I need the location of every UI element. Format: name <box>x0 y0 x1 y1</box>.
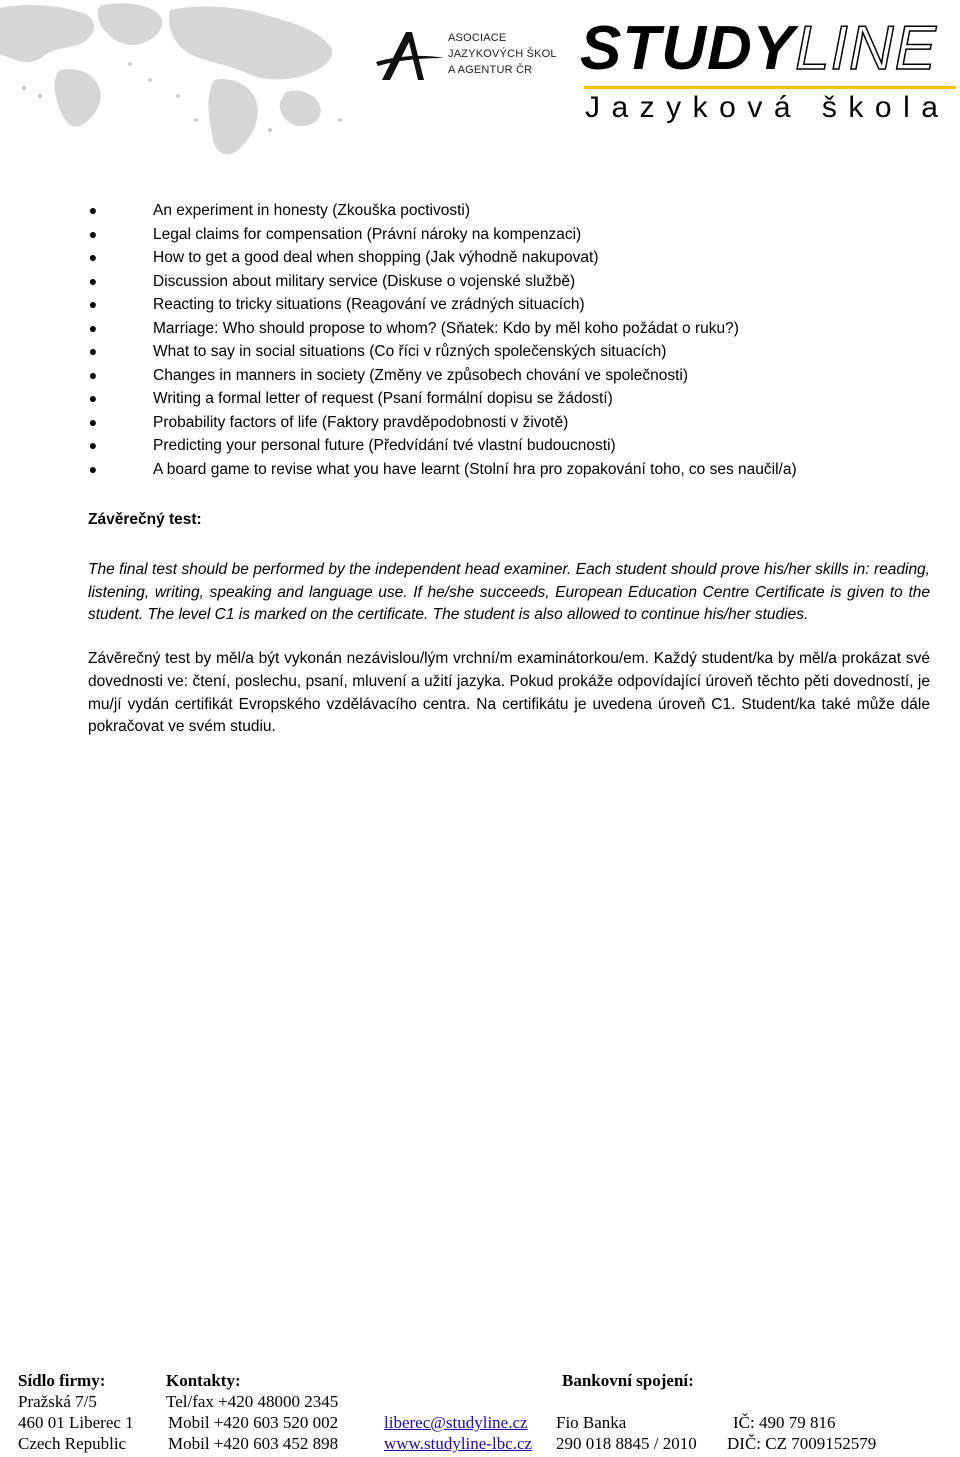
bullet-icon: ● <box>88 390 98 406</box>
list-item <box>88 317 930 341</box>
list-item <box>88 340 930 364</box>
website-link[interactable]: www.studyline-lbc.cz <box>384 1434 533 1453</box>
topic-text: How to get a good deal when shopping (Jak výhodně nakupovat) <box>153 249 599 266</box>
bullet-icon: ● <box>88 460 98 477</box>
contact-telfax: Tel/fax +420 48000 2345 <box>166 1392 339 1411</box>
world-map-watermark-icon <box>0 0 360 170</box>
list-item <box>88 387 930 411</box>
topic-text: Changes in manners in society (Změny ve způsobech chování ve společnosti) <box>153 366 689 384</box>
brand-study: STUDY <box>580 14 796 83</box>
bullet-icon: ● <box>88 366 98 383</box>
bullet-icon: ● <box>88 319 98 336</box>
topic-text: Predicting your personal future (Předvídání tvé vlastní budoucnosti) <box>153 437 616 454</box>
topic-text: Legal claims for compensation (Právní nároky na kompenzaci) <box>153 225 582 243</box>
list-item <box>88 364 930 388</box>
seat-city: 460 01 Liberec 1 <box>18 1413 134 1432</box>
bank-account: 290 018 8845 / 2010 <box>556 1434 697 1453</box>
list-item <box>88 270 930 294</box>
seat-street: Pražská 7/5 <box>18 1392 97 1411</box>
association-line-1: ASOCIACE <box>448 32 507 44</box>
page-header <box>0 0 960 170</box>
final-test-english-paragraph: The final test should be performed by the independent head examiner. Each student should prove his/her skills in: reading, listening, writing, speaking and language use. If he/she succeeds, European Education Centre Certificate is given to the student. The level C1 is marked on the certificate. The student is also allowed to continue his/her studies. <box>88 561 930 624</box>
brand-tagline: Jazyková škola <box>585 91 950 124</box>
final-test-heading: Závěrečný test: <box>88 511 202 528</box>
association-line-2: JAZYKOVÝCH ŠKOL <box>448 48 557 60</box>
brand-line: LINE <box>795 14 937 83</box>
contact-mobile-1: Mobil +420 603 520 002 <box>168 1413 339 1432</box>
contacts-heading: Kontakty: <box>166 1371 241 1390</box>
bullet-icon: ● <box>88 413 98 430</box>
company-ic: IČ: 490 79 816 <box>733 1413 836 1432</box>
bullet-icon: ● <box>88 225 98 242</box>
topic-text: A board game to revise what you have learnt (Stolní hra pro zopakování toho, co ses naučil/a) <box>153 460 797 478</box>
list-item <box>88 199 930 223</box>
topic-text: An experiment in honesty (Zkouška poctivosti) <box>153 202 471 219</box>
company-dic: DIČ: CZ 7009152579 <box>727 1434 877 1453</box>
bullet-icon: ● <box>88 343 98 359</box>
contact-mobile-2: Mobil +420 603 452 898 <box>168 1434 339 1453</box>
list-item <box>88 246 930 270</box>
topic-text: Writing a formal letter of request (Psaní formální dopisu se žádostí) <box>153 390 613 407</box>
bullet-icon: ● <box>88 202 98 218</box>
list-item <box>88 223 930 247</box>
topic-text: What to say in social situations (Co říci v různých společenských situacích) <box>153 343 667 360</box>
topic-text: Probability factors of life (Faktory pravděpodobnosti v životě) <box>153 413 569 431</box>
list-item <box>88 411 930 435</box>
list-item <box>88 293 930 317</box>
seat-country: Czech Republic <box>18 1434 127 1453</box>
topic-text: Discussion about military service (Diskuse o vojenské službě) <box>153 272 576 290</box>
studyline-logo <box>580 14 937 84</box>
list-item <box>88 458 930 482</box>
bullet-icon: ● <box>88 296 98 312</box>
final-test-czech-paragraph: Závěrečný test by měl/a být vykonán nezávislou/lým vrchní/m examinátorkou/em. Každý student/ka by měl/a prokázat své dovednosti ve: čtení, poslechu, psaní, mluvení a užití jazyka. Pokud prokáže odpovídající úroveň těchto pěti dovedností, je mu/jí vydán certifikát Evropského vzdělávacího centra. Na certifikátu je uvedena úroveň C1. Student/ka také může dále pokračovat ve svém studiu. <box>88 650 930 736</box>
seat-heading: Sídlo firmy: <box>18 1371 106 1390</box>
email-link[interactable]: liberec@studyline.cz <box>384 1413 528 1432</box>
bank-heading: Bankovní spojení: <box>562 1371 694 1390</box>
association-line-3: A AGENTUR ČR <box>448 64 533 76</box>
topic-list <box>88 199 930 481</box>
bullet-icon: ● <box>88 272 98 289</box>
association-name <box>448 30 557 78</box>
bullet-icon: ● <box>88 249 98 265</box>
topic-text: Marriage: Who should propose to whom? (Sňatek: Kdo by měl koho požádat o ruku?) <box>153 319 739 337</box>
bank-name: Fio Banka <box>556 1413 627 1432</box>
list-item <box>88 434 930 458</box>
topic-text: Reacting to tricky situations (Reagování ve zrádných situacích) <box>153 296 585 313</box>
page-footer <box>0 1366 960 1457</box>
bullet-icon: ● <box>88 437 98 453</box>
main-content <box>88 199 930 754</box>
